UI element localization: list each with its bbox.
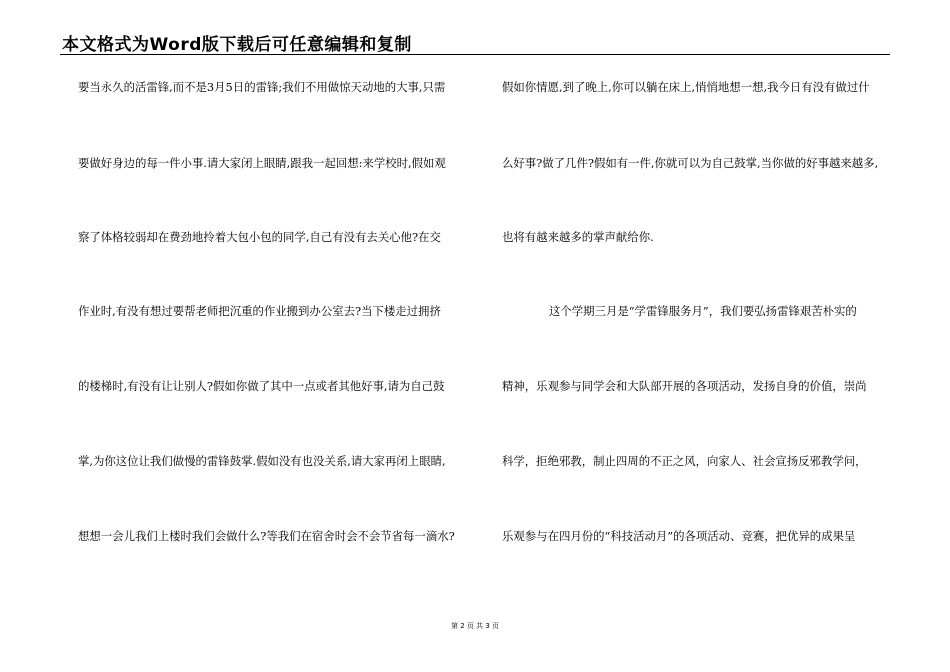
- paragraph-line: 想想一会儿我们上楼时我们会做什么?等我们在宿舍时会不会节省每一滴水?: [78, 529, 455, 543]
- paragraph-line: 假如你情愿,到了晚上,你可以躺在床上,悄悄地想一想,我今日有没有做过什: [502, 80, 870, 94]
- page-number-footer: 第 2 页 共 3 页: [450, 622, 500, 630]
- paragraph-line: 要做好身边的每一件小事.请大家闭上眼睛,跟我一起回想:来学校时,假如观: [78, 156, 446, 170]
- paragraph-line: 精神，乐观参与同学会和大队部开展的各项活动，发扬自身的价值，崇尚: [502, 379, 867, 393]
- paragraph-line: 么好事?做了几件?假如有一件,你就可以为自己鼓掌,当你做的好事越来越多,: [502, 156, 879, 170]
- paragraph-line: 要当永久的活雷锋,而不是3月5日的雷锋;我们不用做惊天动地的大事,只需: [78, 80, 446, 94]
- paragraph-line: 掌,为你这位让我们做慢的雷锋鼓掌.假如没有也没关系,请大家再闭上眼睛,: [78, 454, 446, 468]
- paragraph-line: 的楼梯时,有没有让让别人?假如你做了其中一点或者其他好事,请为自己鼓: [78, 379, 445, 393]
- header-divider: [60, 54, 890, 55]
- paragraph-line: 科学，拒绝邪教，制止四周的不正之风，向家人、社会宣扬反邪教学问，: [502, 454, 867, 468]
- paragraph-line: 乐观参与在四月份的“科技活动月”的各项活动、竞赛，把优异的成果呈: [502, 529, 856, 543]
- paragraph-line: 作业时,有没有想过要帮老师把沉重的作业搬到办公室去?当下楼走过拥挤: [78, 304, 441, 318]
- paragraph-line: 察了体格较弱却在费劲地拎着大包小包的同学,自己有没有去关心他?在交: [78, 230, 441, 244]
- paragraph-line: 也将有越来越多的掌声献给你.: [502, 230, 654, 244]
- document-header-title: 本文格式为Word版下载后可任意编辑和复制: [62, 35, 412, 55]
- paragraph-first-line: 这个学期三月是“学雷锋服务月”，我们要弘扬雷锋艰苦朴实的: [549, 304, 857, 318]
